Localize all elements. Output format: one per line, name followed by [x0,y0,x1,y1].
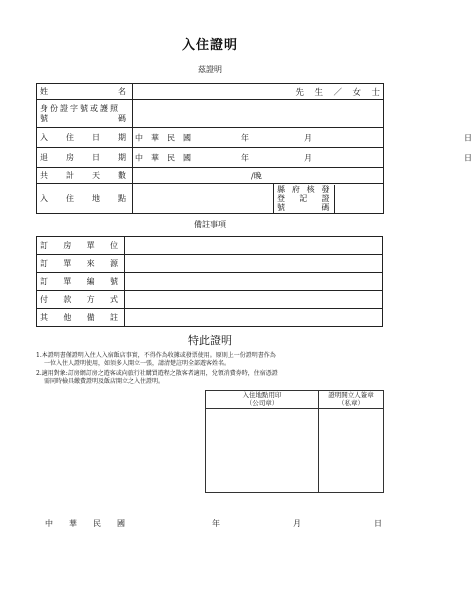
other-remarks-field[interactable] [125,309,383,327]
guest-title-options: 先 生 ／ 女 士 [295,87,382,98]
total-nights-field[interactable] [133,168,384,184]
issuer-seal-header-line2: （私章） [338,399,364,407]
checkin-date-label: 入 住 日 期 [37,128,133,148]
payment-method-field[interactable] [125,291,383,309]
guest-info-table [36,83,472,214]
signature-header-row [206,391,384,409]
booking-unit-label: 訂 房 單 位 [37,237,125,255]
company-seal-header-line2: （公司章） [245,399,279,407]
checkin-era: 中 華 民 國 [135,133,191,142]
order-number-field[interactable] [125,273,383,291]
total-nights-label: 共 計 天 數 [37,168,133,184]
issuer-seal-box[interactable] [319,409,384,493]
license-number-group [274,185,383,213]
license-label-line2: 登 記 證 [277,194,331,203]
checkin-date-row [37,128,384,148]
note-2 [36,370,386,386]
id-number-row [37,100,384,128]
note-1-line2: 一位入住人證明使用，如須多人開立一張，請清楚註明全部遊客姓名。 [44,360,231,367]
notes-row-booking-unit [37,237,383,255]
signature-table [205,390,384,493]
guest-name-row [37,84,384,100]
checkin-month-unit: 月 [304,133,312,142]
document-title: 入住證明 [181,38,238,53]
id-number-label-line1: 身份證字號或護照 [40,103,120,113]
license-number-field[interactable] [334,185,383,213]
license-number-label [274,185,334,213]
other-remarks-label: 其 他 備 註 [37,309,125,327]
checkout-day-unit: 日 [464,153,472,162]
booking-unit-field[interactable] [125,237,383,255]
stay-location-label: 入 住 地 點 [37,184,133,214]
order-number-label: 訂 單 編 號 [37,273,125,291]
license-label-line3: 號 碼 [277,203,331,212]
footer-year-unit: 年 [212,519,220,528]
company-seal-header [206,391,319,409]
note-1 [36,352,386,368]
total-nights-unit: /晚 [251,171,262,180]
payment-method-label: 付 款 方 式 [37,291,125,309]
issuer-seal-header-line1: 證明開立人簽章 [328,391,374,399]
notes-row-order-source [37,255,383,273]
notes-row-other-remarks [37,309,383,327]
stay-location-row [37,184,384,214]
id-number-label [37,100,133,128]
notes-row-payment-method [37,291,383,309]
order-source-label: 訂 單 來 源 [37,255,125,273]
notes-row-order-number [37,273,383,291]
checkout-era: 中 華 民 國 [135,153,191,162]
footer-era: 中 華 民 國 [45,519,125,528]
license-label-line1: 縣 府 核 發 [277,185,331,194]
checkout-date-field[interactable] [133,148,472,168]
notes-table [36,236,383,327]
order-source-field[interactable] [125,255,383,273]
signature-body-row [206,409,384,493]
id-number-label-line2: 號 碼 [40,113,126,123]
checkin-year-unit: 年 [241,133,249,142]
company-seal-box[interactable] [206,409,319,493]
checkout-month-unit: 月 [304,153,312,162]
stay-location-field[interactable] [133,184,274,214]
issuer-seal-header [319,391,384,409]
checkout-year-unit: 年 [241,153,249,162]
footer-month-unit: 月 [293,519,301,528]
note-2-line1: 2.適用對象:訂房網訂房之遊客或向旅行社購買遊程之散客者適用，兌領消費券時，住宿憑證 [36,370,278,377]
checkout-date-row [37,148,384,168]
document-subtitle: 茲證明 [198,65,222,74]
total-nights-row [37,168,384,184]
checkin-day-unit: 日 [464,133,472,142]
certify-title: 特此證明 [188,334,232,347]
guest-name-label: 姓 名 [37,84,133,100]
checkout-date-label: 退 房 日 期 [37,148,133,168]
guest-name-field[interactable] [133,84,384,100]
id-number-field[interactable] [133,100,384,128]
notes-section-title: 備註事項 [194,220,226,229]
checkin-date-field[interactable] [133,128,472,148]
company-seal-header-line1: 入住地點用印 [242,391,282,399]
footer-day-unit: 日 [374,519,382,528]
note-2-line2: 需同時檢具繳費證明及飯店開立之入住證明。 [44,378,165,385]
note-1-line1: 1.本證明書僅證明入住人入宿飯店事實，不得作為收據或發票使用。原則上一份證明書作為 [36,352,276,359]
